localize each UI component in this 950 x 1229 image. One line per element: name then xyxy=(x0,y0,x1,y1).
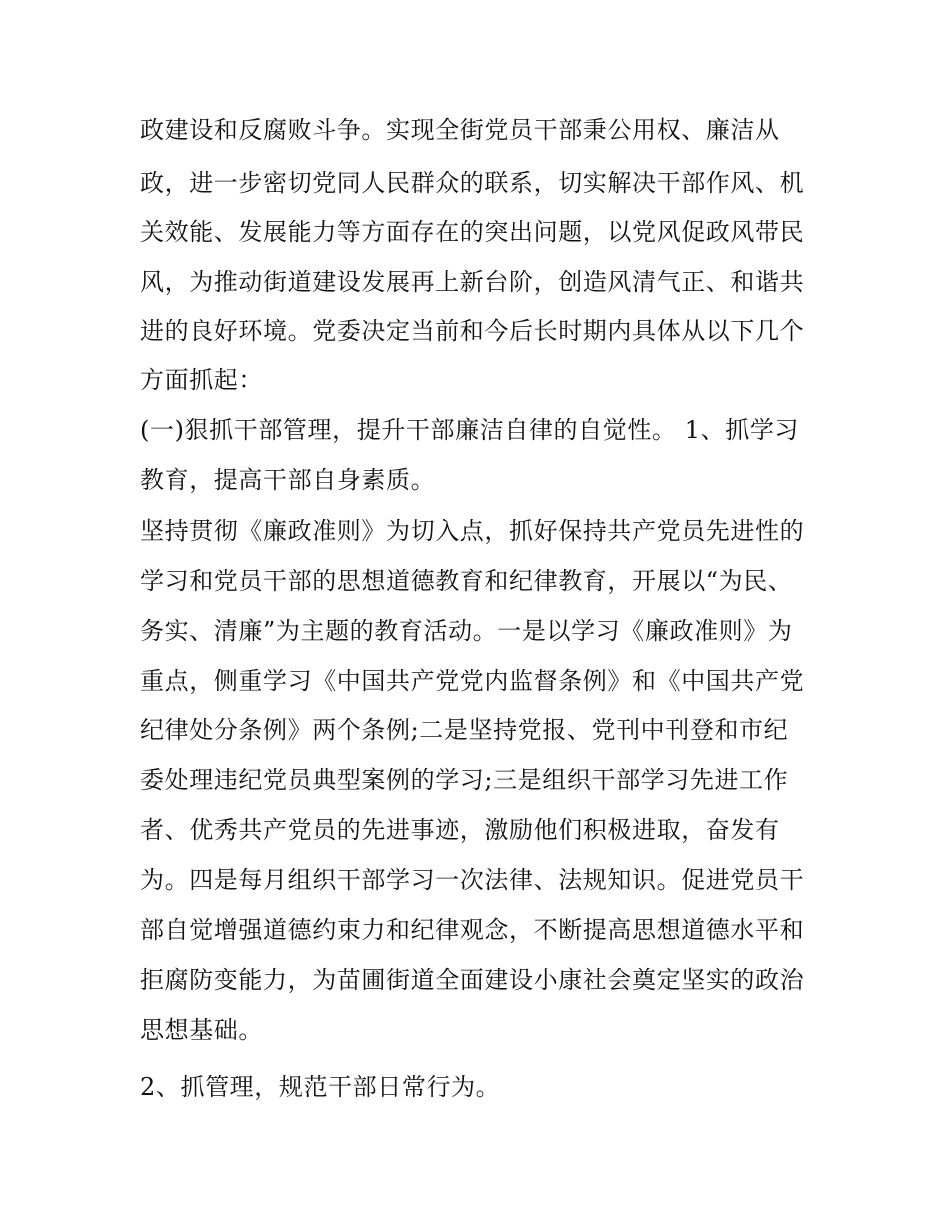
text-line: 纪律处分条例》两个条例;二是坚持党报、党刊中刊登和市纪 xyxy=(140,716,789,744)
text-line: 关效能、发展能力等方面存在的突出问题，以党风促政风带民 xyxy=(140,218,805,246)
section-heading: 2、抓管理，规范干部日常行为。 xyxy=(140,1073,501,1101)
text-line: 坚持贯彻《廉政准则》为切入点，抓好保持共产党员先进性的 xyxy=(140,517,805,545)
text-line: 风，为推动街道建设发展再上新台阶，创造风清气正、和谐共 xyxy=(140,268,805,296)
text-line: 进的良好环境。党委决定当前和今后长时期内具体从以下几个 xyxy=(140,317,805,345)
text-line: 政，进一步密切党同人民群众的联系，切实解决干部作风、机 xyxy=(140,169,805,197)
text-line: 方面抓起： xyxy=(140,366,263,394)
text-line: 委处理违纪党员典型案例的学习;三是组织干部学习先进工作 xyxy=(140,766,789,794)
text-line: 教育，提高干部自身素质。 xyxy=(140,466,436,494)
text-line: 部自觉增强道德约束力和纪律观念，不断提高思想道德水平和 xyxy=(140,916,805,944)
text-line: 政建设和反腐败斗争。实现全街党员干部秉公用权、廉洁从 xyxy=(140,116,780,144)
text-line: 重点，侧重学习《中国共产党党内监督条例》和《中国共产党 xyxy=(140,667,805,695)
text-line: 学习和党员干部的思想道德教育和纪律教育，开展以“为民、 xyxy=(140,567,793,595)
text-line: 为。四是每月组织干部学习一次法律、法规知识。促进党员干 xyxy=(140,866,805,894)
text-line: 拒腐防变能力，为苗圃街道全面建设小康社会奠定坚实的政治 xyxy=(140,966,805,994)
text-line: 思想基础。 xyxy=(140,1016,263,1044)
text-line: 务实、清廉”为主题的教育活动。一是以学习《廉政准则》为 xyxy=(140,617,793,645)
text-line: 者、优秀共产党员的先进事迹，激励他们积极进取，奋发有 xyxy=(140,816,780,844)
section-heading: (一)狠抓干部管理，提升干部廉洁自律的自觉性。 1、抓学习 xyxy=(140,416,800,444)
